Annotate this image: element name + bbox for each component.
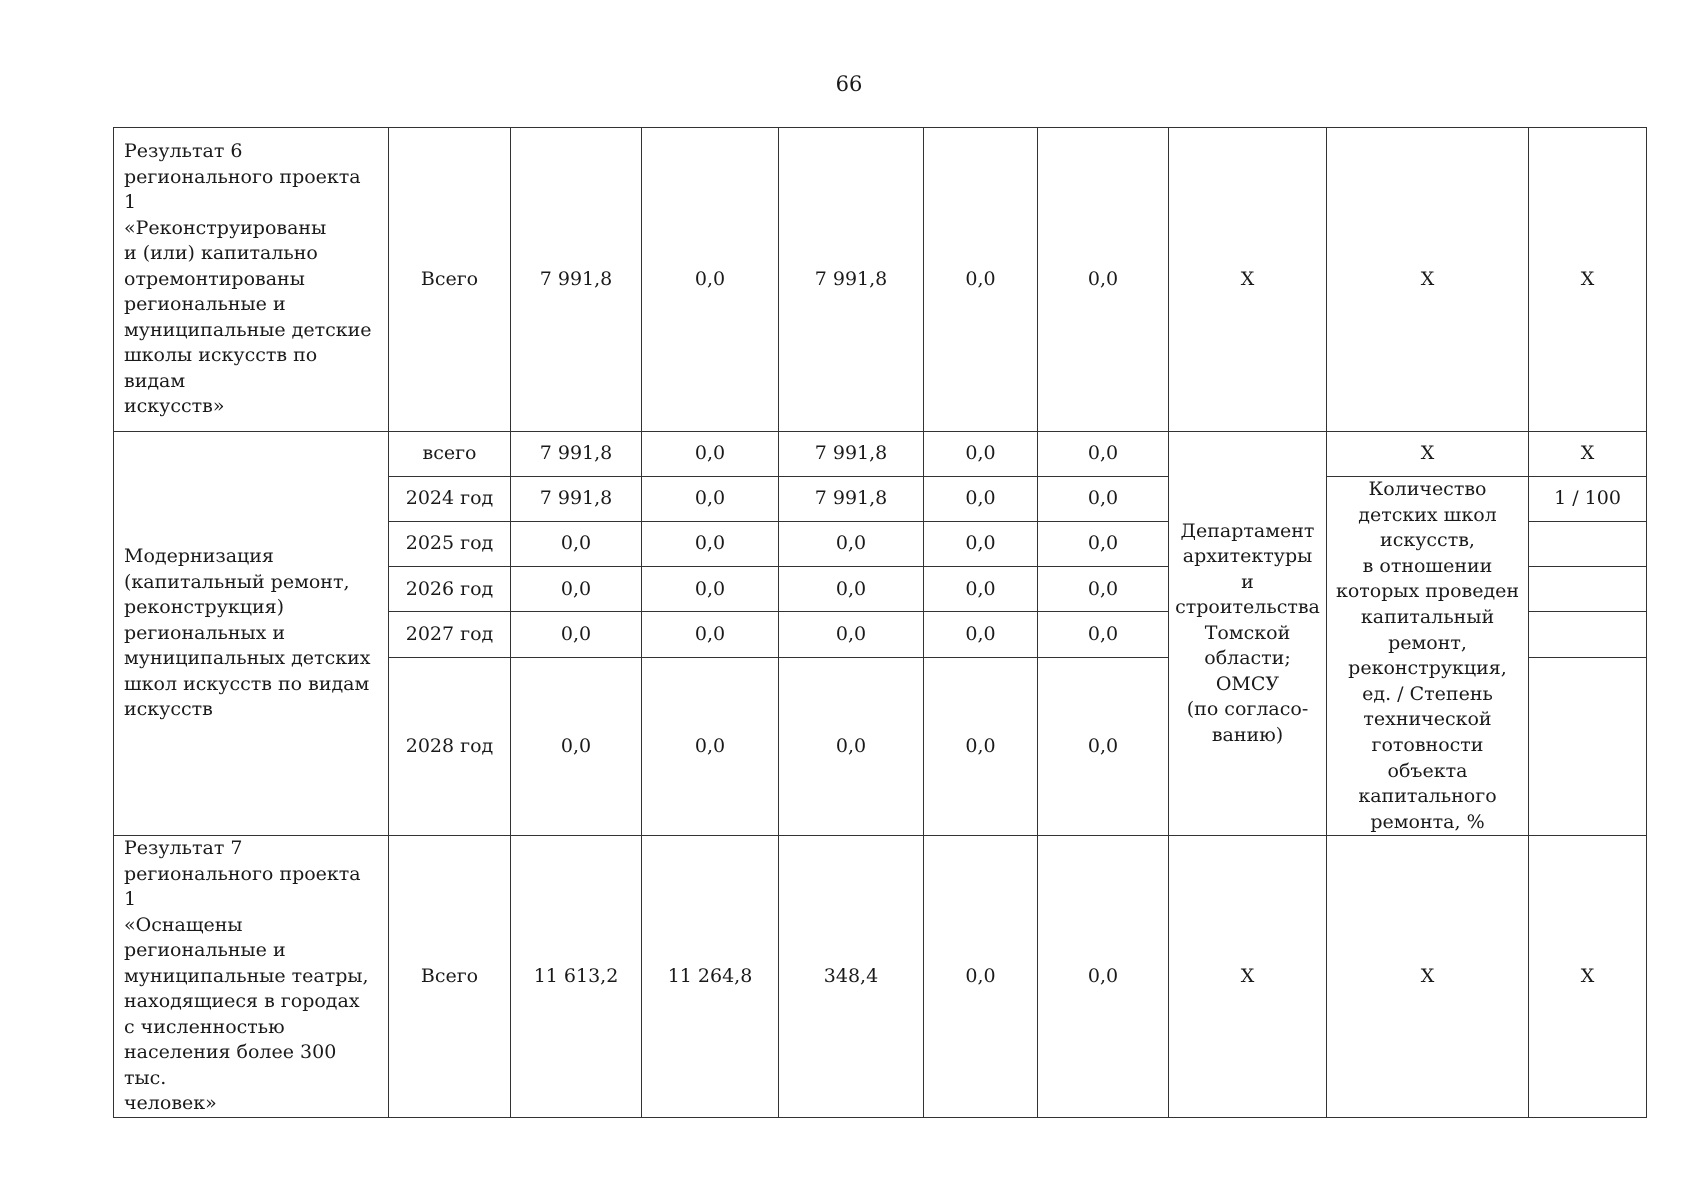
value-other: 0,0 bbox=[1038, 432, 1169, 477]
indicator-value-cell: X bbox=[1529, 128, 1647, 432]
period-cell: 2028 год bbox=[389, 657, 511, 836]
value-total: 0,0 bbox=[511, 612, 642, 657]
indicator-cell bbox=[1327, 477, 1529, 836]
period-cell: всего bbox=[389, 432, 511, 477]
value-total: 11 613,2 bbox=[511, 836, 642, 1118]
period-cell: 2026 год bbox=[389, 567, 511, 612]
value-regional: 7 991,8 bbox=[779, 128, 924, 432]
indicator-value-cell: X bbox=[1529, 836, 1647, 1118]
value-other: 0,0 bbox=[1038, 567, 1169, 612]
indicator-cell: X bbox=[1327, 128, 1529, 432]
period-cell: 2027 год bbox=[389, 612, 511, 657]
row-name-cell bbox=[114, 836, 389, 1118]
indicator-cell: X bbox=[1327, 836, 1529, 1118]
value-other: 0,0 bbox=[1038, 612, 1169, 657]
value-federal: 0,0 bbox=[642, 657, 779, 836]
value-other: 0,0 bbox=[1038, 836, 1169, 1118]
value-regional: 0,0 bbox=[779, 567, 924, 612]
value-other: 0,0 bbox=[1038, 128, 1169, 432]
indicator-value-cell bbox=[1529, 567, 1647, 612]
value-regional: 348,4 bbox=[779, 836, 924, 1118]
value-local: 0,0 bbox=[924, 612, 1038, 657]
value-federal: 0,0 bbox=[642, 128, 779, 432]
indicator-text: Количество детских школ искусств, в отношении которых проведен капитальный ремонт, реконструкция, ед. / Степень технической готовности объекта капитального ремонта, % bbox=[1335, 478, 1520, 833]
indicator-value-cell: X bbox=[1529, 432, 1647, 477]
indicator-value-cell bbox=[1529, 522, 1647, 567]
value-federal: 0,0 bbox=[642, 567, 779, 612]
indicator-value-cell bbox=[1529, 612, 1647, 657]
value-federal: 11 264,8 bbox=[642, 836, 779, 1118]
value-other: 0,0 bbox=[1038, 657, 1169, 836]
responsible-cell: X bbox=[1169, 128, 1327, 432]
row-name-cell bbox=[114, 432, 389, 836]
responsible-cell: X bbox=[1169, 836, 1327, 1118]
row-name: Результат 6 регионального проекта 1 «Реконструированы и (или) капитально отремонтированы региональные и муниципальные детские школы искусств по видам искусств» bbox=[124, 140, 372, 418]
value-local: 0,0 bbox=[924, 657, 1038, 836]
value-local: 0,0 bbox=[924, 128, 1038, 432]
row-name: Модернизация (капитальный ремонт, реконструкция) региональных и муниципальных детских школ искусств по видам искусств bbox=[124, 545, 371, 721]
indicator-value-cell: 1 / 100 bbox=[1529, 477, 1647, 522]
value-federal: 0,0 bbox=[642, 477, 779, 522]
responsible-text: Департамент архитектуры и строительства Томской области; ОМСУ (по согласо- ванию) bbox=[1175, 519, 1320, 746]
value-local: 0,0 bbox=[924, 432, 1038, 477]
value-federal: 0,0 bbox=[642, 522, 779, 567]
value-total: 0,0 bbox=[511, 522, 642, 567]
row-name-cell bbox=[114, 128, 389, 432]
period-cell: Всего bbox=[389, 128, 511, 432]
table-row-modernization-total bbox=[114, 432, 1647, 477]
value-regional: 7 991,8 bbox=[779, 477, 924, 522]
period-cell: 2024 год bbox=[389, 477, 511, 522]
value-regional: 0,0 bbox=[779, 612, 924, 657]
value-total: 0,0 bbox=[511, 567, 642, 612]
value-local: 0,0 bbox=[924, 836, 1038, 1118]
indicator-value-cell bbox=[1529, 657, 1647, 836]
value-total: 7 991,8 bbox=[511, 477, 642, 522]
value-other: 0,0 bbox=[1038, 477, 1169, 522]
value-other: 0,0 bbox=[1038, 522, 1169, 567]
row-name: Результат 7 регионального проекта 1 «Оснащены региональные и муниципальные театры, находящиеся в городах с численностью населения более 300 тыс. человек» bbox=[124, 837, 369, 1115]
indicator-cell: X bbox=[1327, 432, 1529, 477]
table-row-result-7 bbox=[114, 836, 1647, 1118]
value-regional: 0,0 bbox=[779, 522, 924, 567]
period-cell: Всего bbox=[389, 836, 511, 1118]
period-cell: 2025 год bbox=[389, 522, 511, 567]
value-federal: 0,0 bbox=[642, 612, 779, 657]
responsible-cell bbox=[1169, 432, 1327, 836]
table-row-result-6 bbox=[114, 128, 1647, 432]
value-total: 7 991,8 bbox=[511, 128, 642, 432]
value-local: 0,0 bbox=[924, 567, 1038, 612]
value-local: 0,0 bbox=[924, 477, 1038, 522]
value-regional: 0,0 bbox=[779, 657, 924, 836]
value-federal: 0,0 bbox=[642, 432, 779, 477]
value-total: 0,0 bbox=[511, 657, 642, 836]
budget-table bbox=[113, 127, 1647, 1118]
page-number: 66 bbox=[835, 72, 863, 96]
value-regional: 7 991,8 bbox=[779, 432, 924, 477]
value-total: 7 991,8 bbox=[511, 432, 642, 477]
value-local: 0,0 bbox=[924, 522, 1038, 567]
